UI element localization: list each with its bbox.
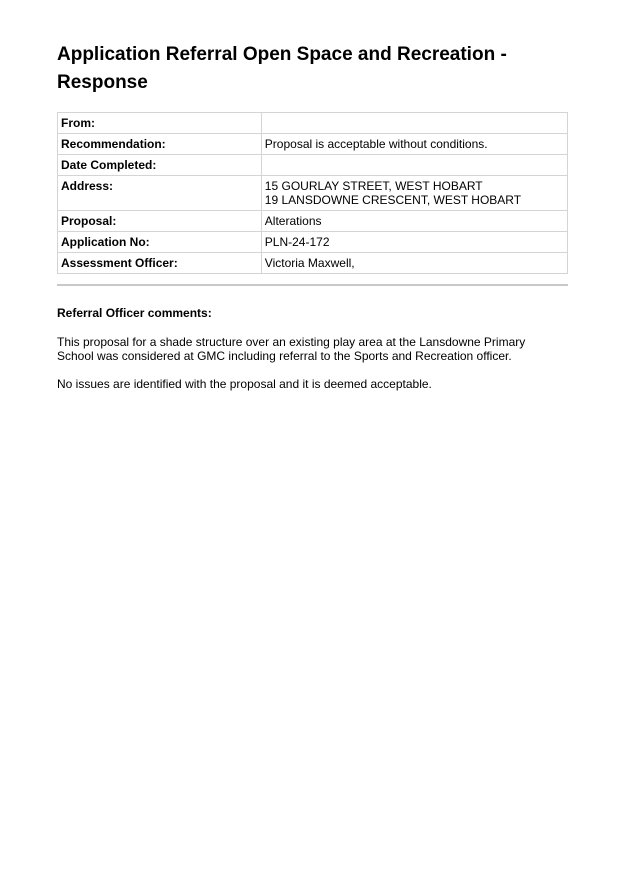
comments-heading: Referral Officer comments: <box>57 306 212 320</box>
application-no-label: Application No: <box>58 232 262 253</box>
table-row <box>58 134 568 155</box>
table-row <box>58 113 568 134</box>
table-row <box>58 176 568 211</box>
document-title <box>57 41 567 97</box>
paragraph-line: School was considered at GMC including referral to the Sports and Recreation officer. <box>57 349 512 363</box>
comments-paragraph <box>57 335 568 363</box>
date-completed-value <box>261 155 567 176</box>
address-line: 15 GOURLAY STREET, WEST HOBART <box>264 179 483 193</box>
address-value <box>261 176 567 211</box>
comments-paragraph: No issues are identified with the proposal and it is deemed acceptable. <box>57 377 432 391</box>
from-value <box>261 113 567 134</box>
assessment-officer-label: Assessment Officer: <box>58 253 262 274</box>
paragraph-line: This proposal for a shade structure over an existing play area at the Lansdowne Primary <box>57 335 526 349</box>
from-label: From: <box>58 113 262 134</box>
table-row <box>58 211 568 232</box>
application-no-value: PLN-24-172 <box>261 232 567 253</box>
recommendation-label: Recommendation: <box>58 134 262 155</box>
table-row <box>58 155 568 176</box>
address-label: Address: <box>58 176 262 211</box>
assessment-officer-value: Victoria Maxwell, <box>261 253 567 274</box>
table-row <box>58 232 568 253</box>
address-line: 19 LANSDOWNE CRESCENT, WEST HOBART <box>264 193 522 207</box>
recommendation-value: Proposal is acceptable without conditions. <box>261 134 567 155</box>
proposal-label: Proposal: <box>58 211 262 232</box>
table-row <box>58 253 568 274</box>
title-line: Application Referral Open Space and Recreation - <box>57 44 507 65</box>
proposal-value: Alterations <box>261 211 567 232</box>
date-completed-label: Date Completed: <box>58 155 262 176</box>
section-divider <box>57 284 568 286</box>
title-line: Response <box>57 72 148 93</box>
referral-details-table <box>57 112 568 274</box>
